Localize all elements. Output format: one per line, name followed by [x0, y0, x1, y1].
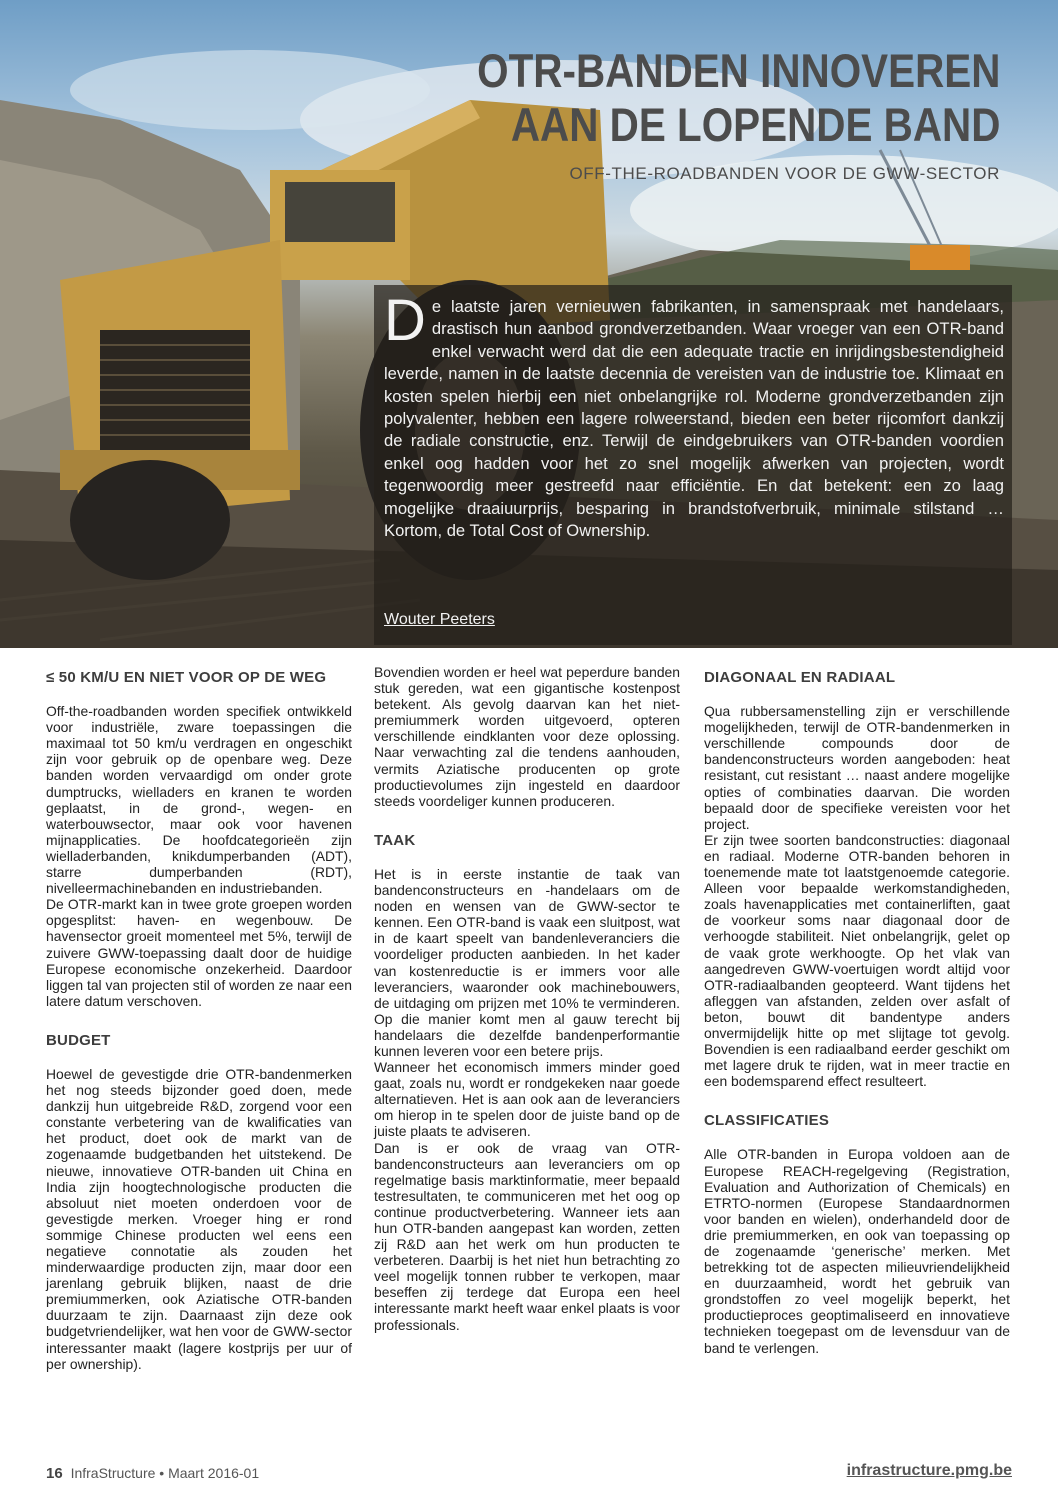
- paragraph: De OTR-markt kan in twee grote groepen worden opgesplitst: haven- en wegenbouw. De havensector groeit momenteel met 5%, terwijl de zuivere GWW-toepassing daalt door de huidige Europese economische onzekerheid. Daardoor liggen tal van projecten stil of worden ze naar een latere datum verschoven.: [46, 896, 352, 1009]
- paragraph: Het is in eerste instantie de taak van bandenconstructeurs en -handelaars om de noden en wensen van de GWW-sector te kennen. Een OTR-band is vaak een sluitpost, wat in de kaart speelt van bandenleveranciers die voordeliger producten aanbieden. In het kader van kostenreductie is er immers voor alle leveranciers, waaronder ook machinebouwers, de uitdaging om prijzen met 10% te verminderen. Op die manier komt men al gauw terecht bij handelaars die dezelfde bandenperformantie kunnen leveren voor een betere prijs.: [374, 865, 680, 1059]
- paragraph: Qua rubbersamenstelling zijn er verschillende mogelijkheden, terwijl de OTR-bandenmerken in verschillende compounds door de bandenconstructeurs worden aangeboden: heat resistant, cut resistant … naast andere mogelijke opties of combinaties daarvan. Die worden bepaald door de specifieke vereisten voor het project.: [704, 703, 1010, 832]
- title-line-2: AAN DE LOPENDE BAND: [510, 98, 1000, 151]
- paragraph: Off-the-roadbanden worden specifiek ontwikkeld voor industriële, zware toepassingen die maximaal tot 50 km/u verdragen en ongeschikt zijn voor gebruik op de openbare weg. Deze banden worden vervaardigd om onder grote dumptrucks, wielladers en kranen te worden geplaatst, in de grond-, wegen- en waterbouwsector, maar ook voor havenen mijnapplicaties. De hoofdcategorieën zijn wielladerbanden, knikdumperbanden (ADT), starre dumperbanden (RDT), nivelleermachinebanden en industriebanden.: [46, 703, 352, 897]
- paragraph: Bovendien worden er heel wat peperdure banden stuk gereden, wat een gigantische kostenpost betekent. Als gevolg daarvan kan het niet-premiummerk worden uitgevoerd, opteren verschillende eindklanten voor deze oplossing. Naar verwachting zal die tendens aanhouden, vermits Aziatische producenten op grote productievolumes zijn ingesteld en daardoor steeds voordeliger kunnen produceren.: [374, 664, 680, 809]
- column-1: [46, 664, 352, 1372]
- title-line-1: OTR-BANDEN INNOVEREN: [476, 44, 1000, 97]
- publication-info: InfraStructure • Maart 2016-01: [70, 1465, 260, 1481]
- hero-image: [0, 0, 1058, 648]
- paragraph: Wanneer het economisch immers minder goed gaat, zoals nu, wordt er rondgekeken naar goede alternatieven. Het is aan ook aan de leveranciers om hierop in te spelen door de juiste band op de juiste plaats te adviseren.: [374, 1059, 680, 1140]
- section-heading-classificaties: CLASSIFICATIES: [704, 1112, 830, 1130]
- intro-paragraph: [384, 288, 1004, 542]
- section-heading-taak: TAAK: [374, 831, 416, 849]
- column-2: [374, 664, 680, 1333]
- author-link[interactable]: Wouter Peeters: [384, 611, 495, 628]
- paragraph: Alle OTR-banden in Europa voldoen aan de Europese REACH-regelgeving (Registration, Evaluation and Authorization of Chemicals) en ETRTO-normen (Europese Standaardnormen voor banden en wielen), onderhandeld door de drie premiummerken, en ook van toepassing op de zogenaamde ‘generische’ merken. Met betrekking tot de aspecten milieuvriendelijkheid en duurzaamheid, wordt het gebruik van grondstoffen zo veel mogelijk beperkt, het productieproces geoptimaliseerd en innovatieve technieken toegepast om de levensduur van de band te verlengen.: [704, 1146, 1010, 1356]
- page-number: 16: [46, 1465, 63, 1482]
- column-3: [704, 664, 1010, 1356]
- article-title: [477, 44, 1000, 152]
- dropcap: D: [384, 288, 426, 353]
- page-footer: [46, 1465, 259, 1482]
- intro-text: e laatste jaren vernieuwen fabrikanten, in samenspraak met handelaars, drastisch hun aanbod grondverzetbanden. Waar vroeger van een OTR-band enkel verwacht werd dat die een adequate tractie en inrijdingsbestendigheid leverde, namen in de laatste decennia de vereisten van de industrie toe. Klimaat en kosten spelen hierbij een niet onbelangrijke rol. Moderne grondverzetbanden zijn polyvalenter, hebben een lagere rolweerstand, bieden een beter rijcomfort dankzij de radiale constructie, enz. Terwijl de eindgebruikers van OTR-banden voordien enkel oog hadden voor het zo snel mogelijk afwerken van projecten, wordt tegenwoordig meer gestreefd naar efficiëntie. En dat betekent: een zo laag mogelijke draaiuurprijs, besparing in brandstofverbruik, minimale stilstand … Kortom, de Total Cost of Ownership.: [384, 297, 1004, 541]
- section-heading-diagonaal: DIAGONAAL EN RADIAAL: [704, 669, 896, 686]
- article-subtitle: OFF-THE-ROADBANDEN VOOR DE GWW-SECTOR: [569, 164, 1000, 183]
- paragraph: Dan is er ook de vraag van OTR-bandenconstructeurs aan leveranciers om op regelmatige basis marktinformatie, meer bepaald testresultaten, te communiceren met het oog op continue productverbetering. Wanneer iets aan hun OTR-banden aangepast kan worden, zetten zij R&D aan het werk om hun producten te verbeteren. Daarbij is het niet hun betrachting zo veel mogelijk tonnen rubber te verkopen, maar beseffen zij terdege dat Europa een heel interessante markt heeft waar enkel plaats is voor professionals.: [374, 1139, 680, 1333]
- website-link[interactable]: infrastructure.pmg.be: [846, 1462, 1012, 1479]
- paragraph: Er zijn twee soorten bandconstructies: diagonaal en radiaal. Moderne OTR-banden behoren in toenemende mate tot laatstgenoemde categorie. Alleen voor bepaalde werkomstandigheden, zoals havenapplicaties met containerliften, gaat de voorkeur soms naar diagonaal door de verhoogde stabiliteit. Niet onbelangrijk, gelet op de vaak grote werkhoogte. Op het vlak van aangedreven GWW-voertuigen wordt altijd voor OTR-radiaalbanden geopteerd. Want tijdens het afleggen van afstanden, zelden over asfalt of beton, bouwt dit bandentype anders onvermijdelijk hitte op met slijtage tot gevolg. Bovendien is een radiaalband eerder geschikt om met lagere druk te rijden, wat in meer tractie en een bodemsparend effect resulteert.: [704, 831, 1010, 1090]
- paragraph: Hoewel de gevestigde drie OTR-bandenmerken het nog steeds bijzonder goed doen, mede dankzij hun uitgebreide R&D, zorgend voor een constante verbetering van de kwalificaties van het product, doet ook de markt van de zogenaamde budgetbanden het uitstekend. De nieuwe, innovatieve OTR-banden uit China en India zijn hoogtechnologische producten die absoluut niet moeten onderdoen voor de gevestigde merken. Vroeger hing er rond sommige Chinese producten wel eens een negatieve connotatie als zouden het minderwaardige producten zijn, maar door een jarenlang gebruik blijken, naast de drie premiummerken, ook Aziatische OTR-banden duurzaam te zijn. Daarnaast zijn deze ook budgetvriendelijker, wat hen voor de GWW-sector interessanter maakt (lagere kostprijs per uur of per ownership).: [46, 1065, 352, 1372]
- section-heading-speed: ≤ 50 KM/U EN NIET VOOR OP DE WEG: [46, 669, 327, 686]
- section-heading-budget: BUDGET: [46, 1031, 111, 1049]
